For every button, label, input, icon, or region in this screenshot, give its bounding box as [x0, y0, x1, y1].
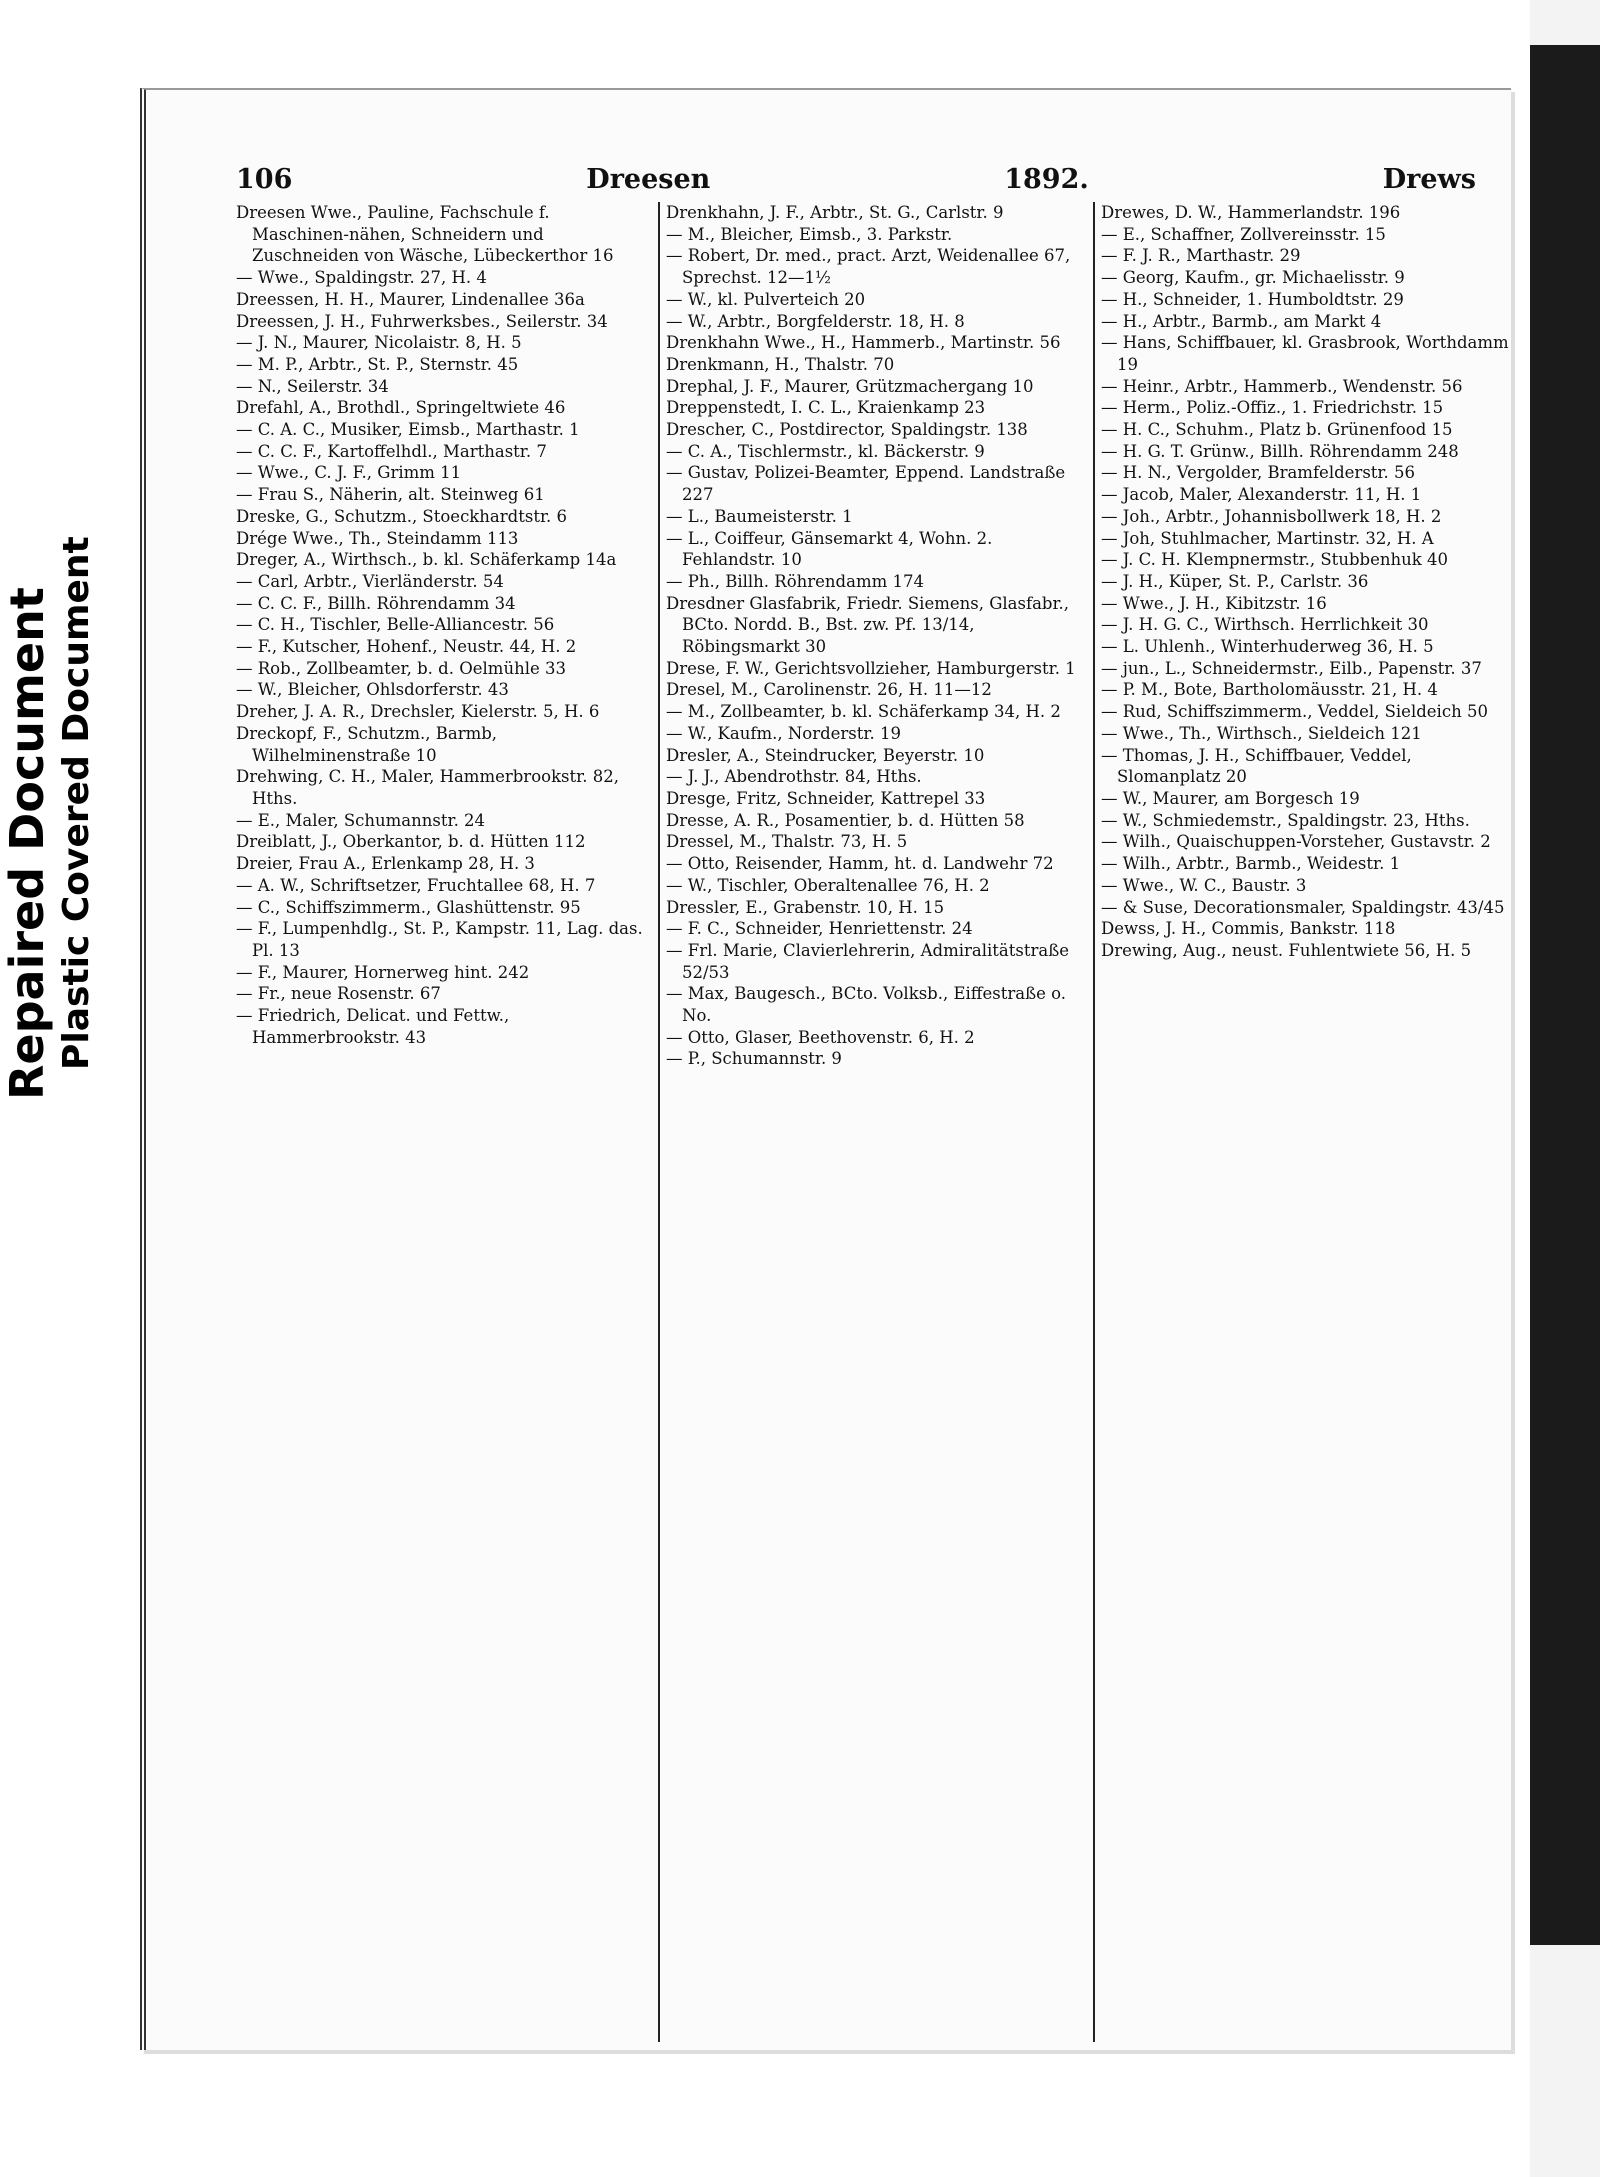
- directory-entry: — Jacob, Maler, Alexanderstr. 11, H. 1: [1101, 485, 1422, 505]
- directory-entry: — P., Schumannstr. 9: [666, 1049, 842, 1069]
- header-year: 1892.: [1004, 164, 1089, 195]
- directory-entry: — Max, Baugesch., BCto. Volksb., Eiffestraße o. No.: [666, 984, 1067, 1026]
- directory-entry: — Joh, Stuhlmacher, Martinstr. 32, H. A: [1101, 528, 1434, 548]
- page-header: [236, 155, 1476, 195]
- directory-entry: — Wwe., Th., Wirthsch., Sieldeich 121: [1101, 723, 1422, 743]
- directory-entry: — C. A. C., Musiker, Eimsb., Marthastr. 1: [236, 420, 580, 440]
- directory-entry: Drehwing, C. H., Maler, Hammerbrookstr. 82, Hths.: [236, 767, 619, 808]
- directory-entry: Dreher, J. A. R., Drechsler, Kielerstr. 5, H. 6: [236, 702, 600, 722]
- directory-entry: Dressler, E., Grabenstr. 10, H. 15: [666, 897, 945, 917]
- directory-page: [140, 88, 1511, 2050]
- header-left-guide-word: Dreesen: [586, 164, 711, 195]
- directory-entry: — J. J., Abendrothstr. 84, Hths.: [666, 767, 922, 787]
- directory-entry: Dresel, M., Carolinenstr. 26, H. 11—12: [666, 680, 992, 700]
- directory-entry: — F., Lumpenhdlg., St. P., Kampstr. 11, Lag. das. Pl. 13: [236, 919, 643, 960]
- directory-entry: Drenkhahn, J. F., Arbtr., St. G., Carlstr. 9: [666, 203, 1004, 222]
- directory-entry: Drefahl, A., Brothdl., Springeltwiete 46: [236, 398, 566, 418]
- page-number: 106: [236, 164, 293, 195]
- directory-entry: — C., Schiffszimmerm., Glashüttenstr. 95: [236, 897, 581, 917]
- directory-entry: — H. C., Schuhm., Platz b. Grünenfood 15: [1101, 420, 1453, 440]
- directory-entry: — Frl. Marie, Clavierlehrerin, Admiralitätstraße 52/53: [666, 940, 1069, 982]
- directory-entry: — Hans, Schiffbauer, kl. Grasbrook, Worthdamm 19: [1101, 333, 1509, 374]
- directory-entry: Drewes, D. W., Hammerlandstr. 196: [1101, 203, 1401, 222]
- directory-entry: — W., Tischler, Oberaltenallee 76, H. 2: [666, 875, 990, 895]
- column-1: [236, 202, 648, 1048]
- directory-entry: Dreesen Wwe., Pauline, Fachschule f. Maschinen-nähen, Schneidern und Zuschneiden von Wäsche, Lübeckerthor 16: [236, 203, 614, 266]
- repair-stamp: Repaired Document: [0, 587, 54, 1100]
- directory-entry: — F. J. R., Marthastr. 29: [1101, 246, 1301, 266]
- directory-entry: Dreske, G., Schutzm., Stoeckhardtstr. 6: [236, 506, 568, 526]
- directory-entry: — Frau S., Näherin, alt. Steinweg 61: [236, 485, 545, 505]
- scan-edge-shadow: [1530, 45, 1600, 1945]
- plastic-cover-stamp: Plastic Covered Document: [56, 536, 97, 1070]
- directory-entry: — W., Bleicher, Ohlsdorferstr. 43: [236, 680, 509, 700]
- directory-entry: — J. H., Küper, St. P., Carlstr. 36: [1101, 571, 1369, 591]
- directory-entry: Drége Wwe., Th., Steindamm 113: [236, 528, 519, 548]
- directory-entry: — L., Coiffeur, Gänsemarkt 4, Wohn. 2. Fehlandstr. 10: [666, 528, 993, 570]
- directory-entry: — W., Kaufm., Norderstr. 19: [666, 723, 901, 743]
- directory-entry: — Rob., Zollbeamter, b. d. Oelmühle 33: [236, 658, 566, 678]
- directory-entry: Drescher, C., Postdirector, Spaldingstr. 138: [666, 420, 1028, 440]
- directory-entry: — H. G. T. Grünw., Billh. Röhrendamm 248: [1101, 441, 1459, 461]
- directory-entry: — M., Bleicher, Eimsb., 3. Parkstr.: [666, 224, 953, 244]
- directory-entry: — C. C. F., Billh. Röhrendamm 34: [236, 593, 516, 613]
- directory-entry: — Heinr., Arbtr., Hammerb., Wendenstr. 56: [1101, 376, 1463, 396]
- directory-entry: — Gustav, Polizei-Beamter, Eppend. Landstraße 227: [666, 463, 1066, 505]
- directory-entry: — Otto, Glaser, Beethovenstr. 6, H. 2: [666, 1027, 975, 1047]
- directory-entry: — W., Schmiedemstr., Spaldingstr. 23, Hths.: [1101, 810, 1470, 830]
- directory-entry: — N., Seilerstr. 34: [236, 376, 389, 396]
- directory-entry: — Wwe., W. C., Baustr. 3: [1101, 875, 1307, 895]
- directory-entry: — Wilh., Arbtr., Barmb., Weidestr. 1: [1101, 854, 1401, 874]
- directory-entry: — Joh., Arbtr., Johannisbollwerk 18, H. 2: [1101, 506, 1442, 526]
- directory-entry: Dresler, A., Steindrucker, Beyerstr. 10: [666, 745, 985, 765]
- directory-entry: — C. A., Tischlermstr., kl. Bäckerstr. 9: [666, 441, 985, 461]
- directory-entry: — Wwe., C. J. F., Grimm 11: [236, 463, 462, 483]
- column-3: [1101, 202, 1513, 962]
- directory-entry: — C. C. F., Kartoffelhdl., Marthastr. 7: [236, 441, 547, 461]
- directory-entry: — Herm., Poliz.-Offiz., 1. Friedrichstr. 15: [1101, 398, 1444, 418]
- directory-entry: Dreppenstedt, I. C. L., Kraienkamp 23: [666, 398, 986, 418]
- directory-entry: — F. C., Schneider, Henriettenstr. 24: [666, 919, 973, 939]
- header-right-guide-word: Drews: [1382, 164, 1476, 195]
- directory-entry: — Wwe., J. H., Kibitzstr. 16: [1101, 593, 1327, 613]
- column-divider-1: [658, 202, 660, 2042]
- directory-entry: — Carl, Arbtr., Vierländerstr. 54: [236, 571, 504, 591]
- directory-entry: — Robert, Dr. med., pract. Arzt, Weidenallee 67, Sprechst. 12—1½: [666, 246, 1071, 288]
- directory-entry: — J. C. H. Klempnermstr., Stubbenhuk 40: [1101, 550, 1448, 570]
- directory-entry: Drese, F. W., Gerichtsvollzieher, Hamburgerstr. 1: [666, 658, 1076, 678]
- directory-entry: Dreiblatt, J., Oberkantor, b. d. Hütten 112: [236, 832, 586, 852]
- directory-entry: Dreckopf, F., Schutzm., Barmb, Wilhelminenstraße 10: [236, 723, 498, 765]
- directory-entry: — F., Maurer, Hornerweg hint. 242: [236, 962, 530, 982]
- directory-entry: — & Suse, Decorationsmaler, Spaldingstr. 43/45: [1101, 897, 1505, 917]
- directory-entry: — A. W., Schriftsetzer, Fruchtallee 68, H. 7: [236, 875, 596, 895]
- directory-entry: Dreger, A., Wirthsch., b. kl. Schäferkamp 14a: [236, 550, 617, 570]
- directory-entry: — J. N., Maurer, Nicolaistr. 8, H. 5: [236, 333, 522, 353]
- directory-entry: — H., Arbtr., Barmb., am Markt 4: [1101, 311, 1382, 331]
- directory-entry: Dresge, Fritz, Schneider, Kattrepel 33: [666, 788, 986, 808]
- directory-entry: — J. H. G. C., Wirthsch. Herrlichkeit 30: [1101, 615, 1429, 635]
- directory-entry: Dreier, Frau A., Erlenkamp 28, H. 3: [236, 854, 535, 874]
- directory-entry: — Otto, Reisender, Hamm, ht. d. Landwehr 72: [666, 854, 1054, 874]
- directory-entry: — F., Kutscher, Hohenf., Neustr. 44, H. 2: [236, 637, 577, 657]
- directory-entry: Dressel, M., Thalstr. 73, H. 5: [666, 832, 908, 852]
- directory-entry: Drewing, Aug., neust. Fuhlentwiete 56, H. 5: [1101, 940, 1472, 960]
- directory-entry: — W., kl. Pulverteich 20: [666, 289, 866, 309]
- directory-entry: — jun., L., Schneidermstr., Eilb., Papenstr. 37: [1101, 658, 1482, 678]
- directory-entry: — L., Baumeisterstr. 1: [666, 506, 853, 526]
- directory-entry: — Friedrich, Delicat. und Fettw., Hammerbrookstr. 43: [236, 1006, 510, 1047]
- directory-entry: — C. H., Tischler, Belle-Alliancestr. 56: [236, 615, 555, 635]
- directory-entry: Dresse, A. R., Posamentier, b. d. Hütten 58: [666, 810, 1025, 830]
- directory-entry: — M., Zollbeamter, b. kl. Schäferkamp 34, H. 2: [666, 702, 1061, 722]
- directory-entry: — W., Arbtr., Borgfelderstr. 18, H. 8: [666, 311, 965, 331]
- directory-entry: Drenkhahn Wwe., H., Hammerb., Martinstr. 56: [666, 333, 1061, 353]
- directory-entry: — Rud, Schiffszimmerm., Veddel, Sieldeich 50: [1101, 702, 1488, 722]
- directory-entry: Drephal, J. F., Maurer, Grützmachergang 10: [666, 376, 1034, 396]
- directory-entry: — Georg, Kaufm., gr. Michaelisstr. 9: [1101, 268, 1405, 288]
- directory-entry: — H. N., Vergolder, Bramfelderstr. 56: [1101, 463, 1415, 483]
- directory-entry: — Wilh., Quaischuppen-Vorsteher, Gustavstr. 2: [1101, 832, 1491, 852]
- directory-entry: — E., Schaffner, Zollvereinsstr. 15: [1101, 224, 1386, 244]
- directory-entry: — P. M., Bote, Bartholomäusstr. 21, H. 4: [1101, 680, 1438, 700]
- directory-entry: Dresdner Glasfabrik, Friedr. Siemens, Glasfabr., BCto. Nordd. B., Bst. zw. Pf. 13/14, Röbingsmarkt 30: [666, 593, 1070, 657]
- directory-entry: — M. P., Arbtr., St. P., Sternstr. 45: [236, 354, 519, 374]
- directory-entry: — Thomas, J. H., Schiffbauer, Veddel, Slomanplatz 20: [1101, 745, 1412, 787]
- column-2: [666, 202, 1078, 1070]
- column-divider-2: [1093, 202, 1095, 2042]
- directory-entry: — Wwe., Spaldingstr. 27, H. 4: [236, 268, 487, 288]
- directory-entry: Drenkmann, H., Thalstr. 70: [666, 354, 895, 374]
- directory-entry: Dreessen, J. H., Fuhrwerksbes., Seilerstr. 34: [236, 311, 608, 331]
- directory-entry: — W., Maurer, am Borgesch 19: [1101, 788, 1360, 808]
- directory-entry: — Fr., neue Rosenstr. 67: [236, 984, 441, 1004]
- directory-entry: Dreessen, H. H., Maurer, Lindenallee 36a: [236, 289, 585, 309]
- directory-entry: — H., Schneider, 1. Humboldtstr. 29: [1101, 289, 1404, 309]
- directory-entry: — E., Maler, Schumannstr. 24: [236, 810, 486, 830]
- directory-entry: Dewss, J. H., Commis, Bankstr. 118: [1101, 919, 1396, 939]
- directory-entry: — L. Uhlenh., Winterhuderweg 36, H. 5: [1101, 637, 1434, 657]
- directory-entry: — Ph., Billh. Röhrendamm 174: [666, 571, 924, 591]
